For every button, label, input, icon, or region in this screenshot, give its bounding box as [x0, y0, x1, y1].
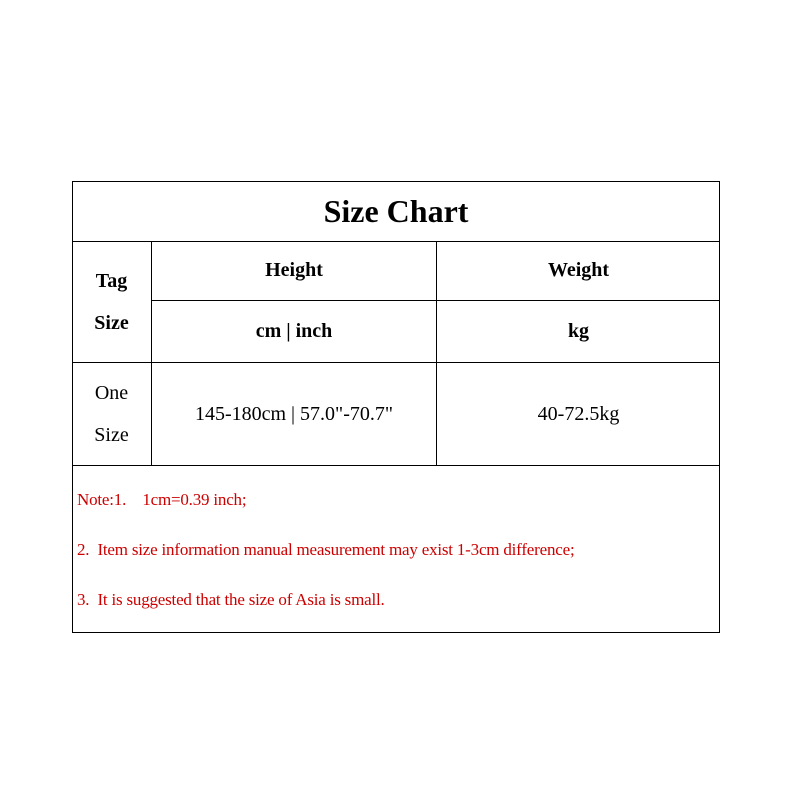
note-line-1: Note:1. 1cm=0.39 inch; — [77, 490, 247, 509]
weight-value: 40-72.5kg — [537, 402, 620, 425]
height-header-text: Height — [265, 259, 323, 281]
tag-size-value-line1: One — [94, 382, 129, 404]
height-header — [152, 242, 436, 300]
divider — [72, 465, 720, 466]
table-row-weight — [437, 363, 720, 465]
tag-size-header-line1: Tag — [95, 270, 128, 292]
note-line-2: 2. Item size information manual measurement may exist 1-3cm difference; — [77, 540, 575, 559]
table-row-height — [152, 363, 436, 465]
height-unit-text: cm | inch — [255, 320, 333, 342]
tag-size-header — [72, 242, 151, 362]
height-value: 145-180cm | 57.0"-70.7" — [194, 402, 394, 425]
table-row-tag-size — [72, 363, 151, 465]
height-unit — [152, 301, 436, 362]
tag-size-header-line2: Size — [94, 312, 129, 334]
weight-header-text: Weight — [547, 259, 610, 281]
title-text: Size Chart — [323, 193, 469, 229]
page-title — [72, 182, 720, 241]
weight-unit — [437, 301, 720, 362]
tag-size-value-line2: Size — [94, 424, 129, 446]
weight-header — [437, 242, 720, 300]
note-line-3: 3. It is suggested that the size of Asia is small. — [77, 590, 385, 609]
weight-unit-text: kg — [567, 320, 590, 342]
